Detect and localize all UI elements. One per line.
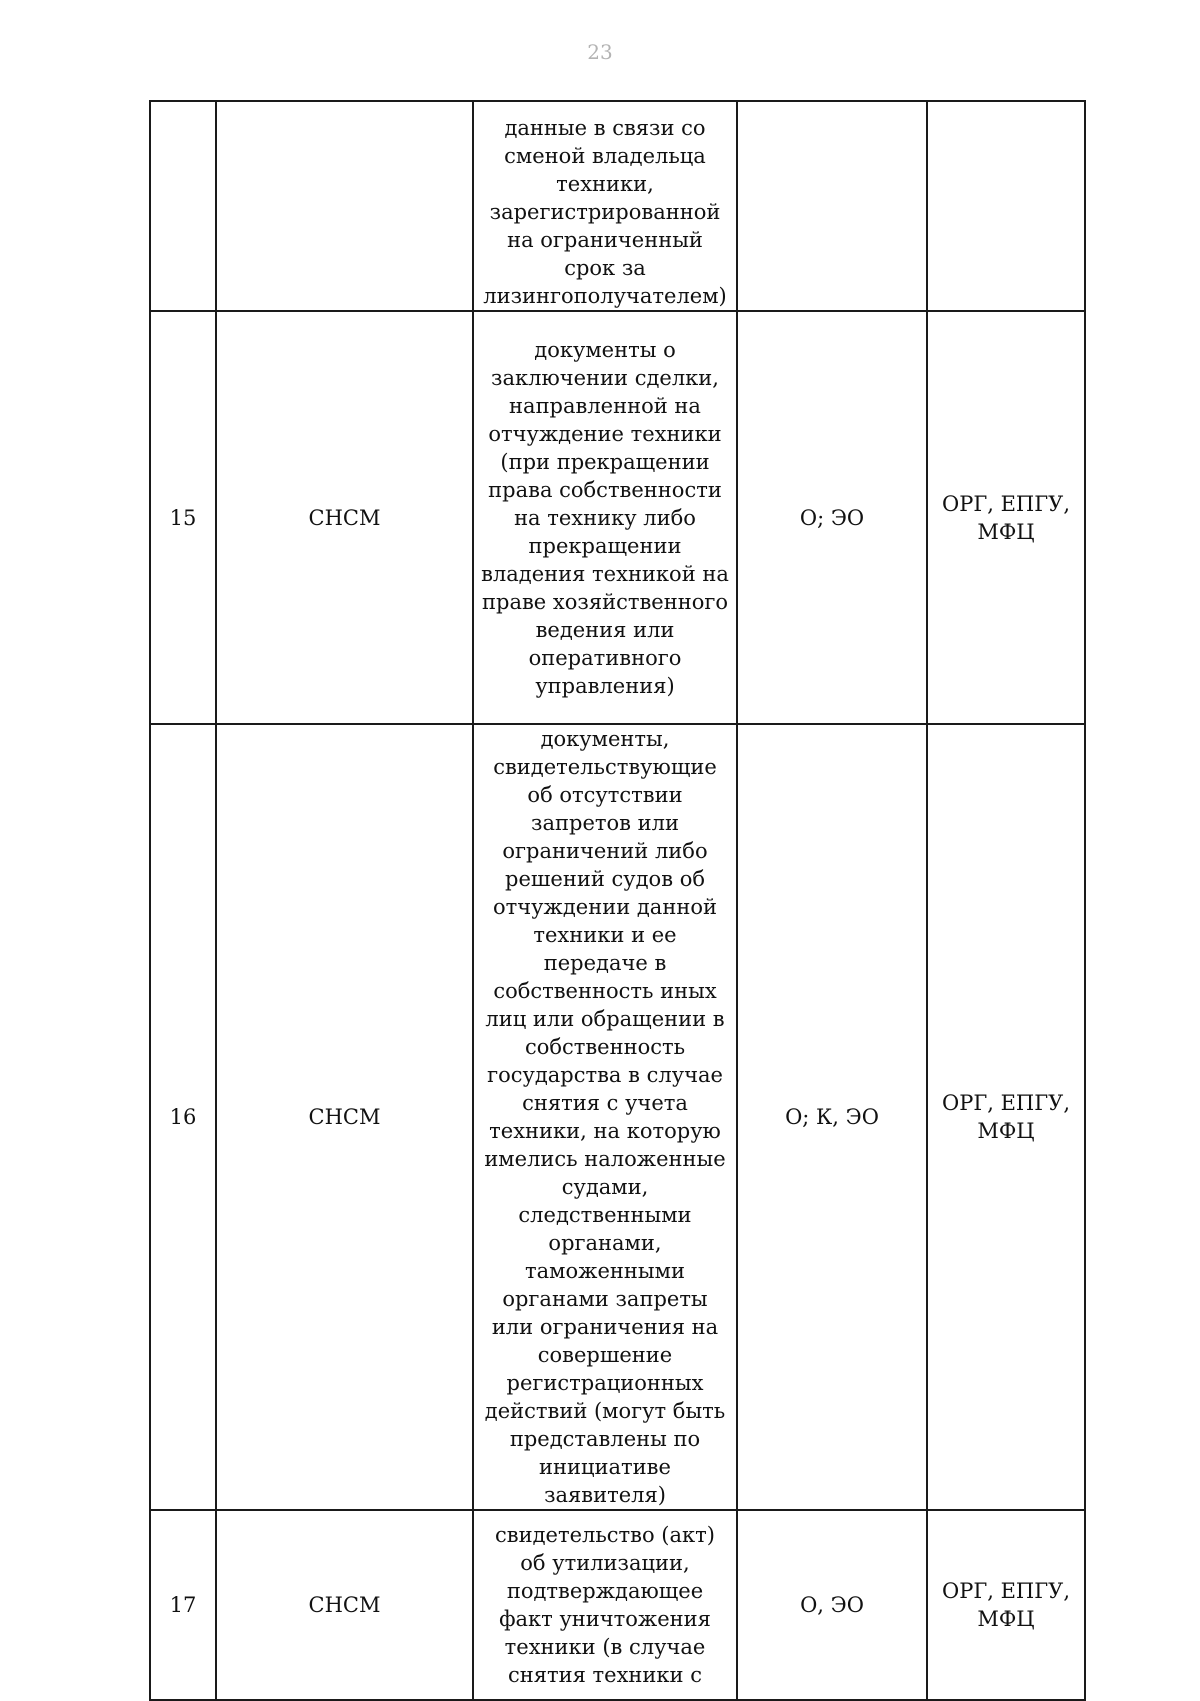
code-cell: СНСМ xyxy=(216,311,473,724)
page-number: 23 xyxy=(587,40,613,64)
row-number-cell xyxy=(150,101,216,311)
description-cell: свидетельство (акт) об утилизации, подтверждающее факт уничтожения техники (в случае снятия техники с xyxy=(473,1510,737,1700)
form-cell: О, ЭО xyxy=(737,1510,927,1700)
place-cell: ОРГ, ЕПГУ, МФЦ xyxy=(927,1510,1085,1700)
row-number-cell: 15 xyxy=(150,311,216,724)
table-row xyxy=(150,724,1085,1510)
table-row xyxy=(150,311,1085,724)
place-cell: ОРГ, ЕПГУ, МФЦ xyxy=(927,311,1085,724)
form-cell: О; К, ЭО xyxy=(737,724,927,1510)
code-cell xyxy=(216,101,473,311)
code-cell: СНСМ xyxy=(216,1510,473,1700)
table-row xyxy=(150,101,1085,311)
place-cell xyxy=(927,101,1085,311)
code-cell: СНСМ xyxy=(216,724,473,1510)
form-cell xyxy=(737,101,927,311)
description-cell: данные в связи со сменой владельца техники, зарегистрированной на ограниченный срок за лизингополучателем) xyxy=(473,101,737,311)
document-table xyxy=(149,100,1086,1701)
row-number-cell: 16 xyxy=(150,724,216,1510)
form-cell: О; ЭО xyxy=(737,311,927,724)
description-cell: документы, свидетельствующие об отсутствии запретов или ограничений либо решений судов об отчуждении данной техники и ее передаче в собственность иных лиц или обращении в собственность государства в случае снятия с учета техники, на которую имелись наложенные судами, следственными органами, таможенными органами запреты или ограничения на совершение регистрационных действий (могут быть представлены по инициативе заявителя) xyxy=(473,724,737,1510)
row-number-cell: 17 xyxy=(150,1510,216,1700)
description-cell: документы о заключении сделки, направленной на отчуждение техники (при прекращении права собственности на технику либо прекращении владения техникой на праве хозяйственного ведения или оперативного управления) xyxy=(473,311,737,724)
place-cell: ОРГ, ЕПГУ, МФЦ xyxy=(927,724,1085,1510)
table-row xyxy=(150,1510,1085,1700)
